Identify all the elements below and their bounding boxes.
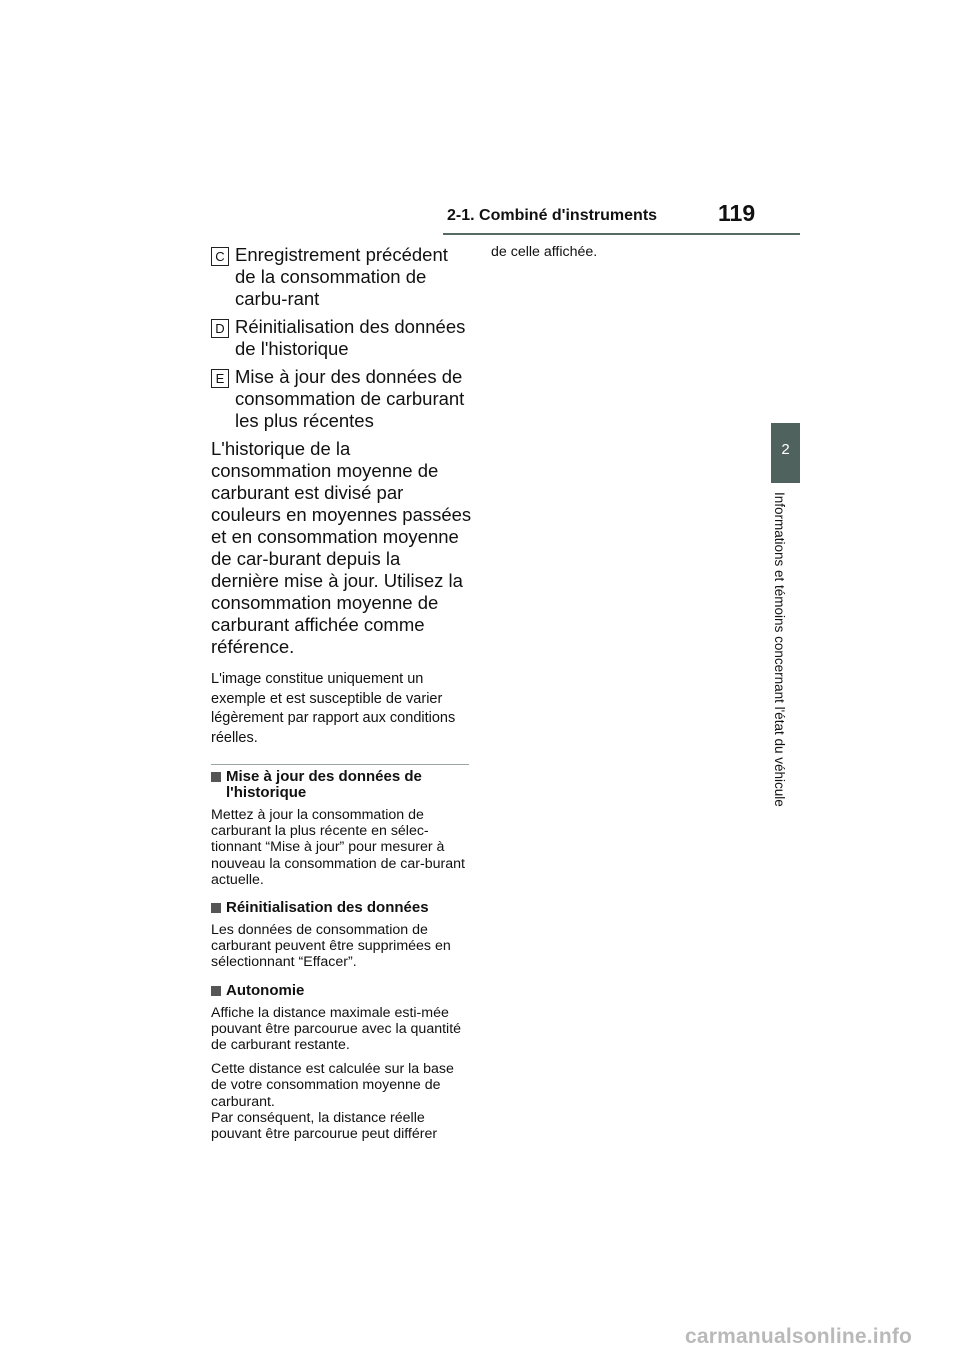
section-body-range-3: Par conséquent, la distance réelle pouvant être parcourue peut différer: [211, 1109, 438, 1143]
chapter-tab: [771, 423, 800, 483]
right-column: [491, 244, 771, 260]
legend-item-e: [211, 366, 473, 432]
history-paragraph: L'historique de la consommation moyenne de carburant est divisé par couleurs en moyennes passées et en consommation moyenne de car-burant depuis la dernière mise à jour. Utilisez la consommation moyenne de carburant affichée comme référence.: [211, 438, 472, 657]
chapter-title: Informations et témoins concernant l'état du véhicule: [772, 492, 787, 807]
section-body-update: Mettez à jour la consommation de carburant la plus récente en sélec-tionnant “Mise à jour” pour mesurer à nouveau la consommation de car-burant actuelle.: [211, 807, 465, 888]
watermark: carmanualsonline.info: [685, 1325, 913, 1348]
legend-letter-e: E: [211, 369, 229, 388]
legend-item-c: [211, 244, 473, 310]
legend-letter-c: C: [211, 247, 229, 266]
legend-text-c: Enregistrement précédent de la consommation de carbu-rant: [235, 244, 448, 309]
legend-item-d: [211, 316, 473, 360]
legend-letter-d: D: [211, 319, 229, 338]
section-body-range-1: Affiche la distance maximale esti-mée pouvant être parcourue avec la quantité de carburant restante.: [211, 1004, 462, 1054]
square-bullet-icon: [211, 772, 221, 782]
continued-text: de celle affichée.: [491, 244, 598, 260]
section-heading-range: [211, 983, 473, 999]
section-heading-text: Mise à jour des données de l'historique: [226, 768, 422, 801]
image-note: L'image constitue uniquement un exemple et est susceptible de varier légèrement par rapport aux conditions réelles.: [211, 671, 456, 746]
section-heading-text: Autonomie: [226, 981, 305, 999]
section-heading-update: [211, 769, 473, 801]
section-title: 2-1. Combiné d'instruments: [447, 207, 658, 224]
section-body-range-2: Cette distance est calculée sur la base de votre consommation moyenne de carburant.: [211, 1061, 454, 1110]
section-heading-reset: [211, 900, 473, 916]
section-body-reset: Les données de consommation de carburant peuvent être supprimées en sélectionnant “Effacer”.: [211, 922, 451, 971]
section-separator: [211, 764, 469, 765]
page-number: 119: [718, 200, 756, 226]
header-rule: [443, 233, 800, 235]
legend-text-d: Réinitialisation des données de l'historique: [235, 316, 466, 359]
square-bullet-icon: [211, 986, 221, 996]
section-heading-text: Réinitialisation des données: [226, 899, 429, 917]
legend-text-e: Mise à jour des données de consommation de carburant les plus récentes: [235, 366, 465, 431]
left-column: [211, 244, 473, 1142]
chapter-number: 2: [781, 441, 790, 458]
square-bullet-icon: [211, 903, 221, 913]
